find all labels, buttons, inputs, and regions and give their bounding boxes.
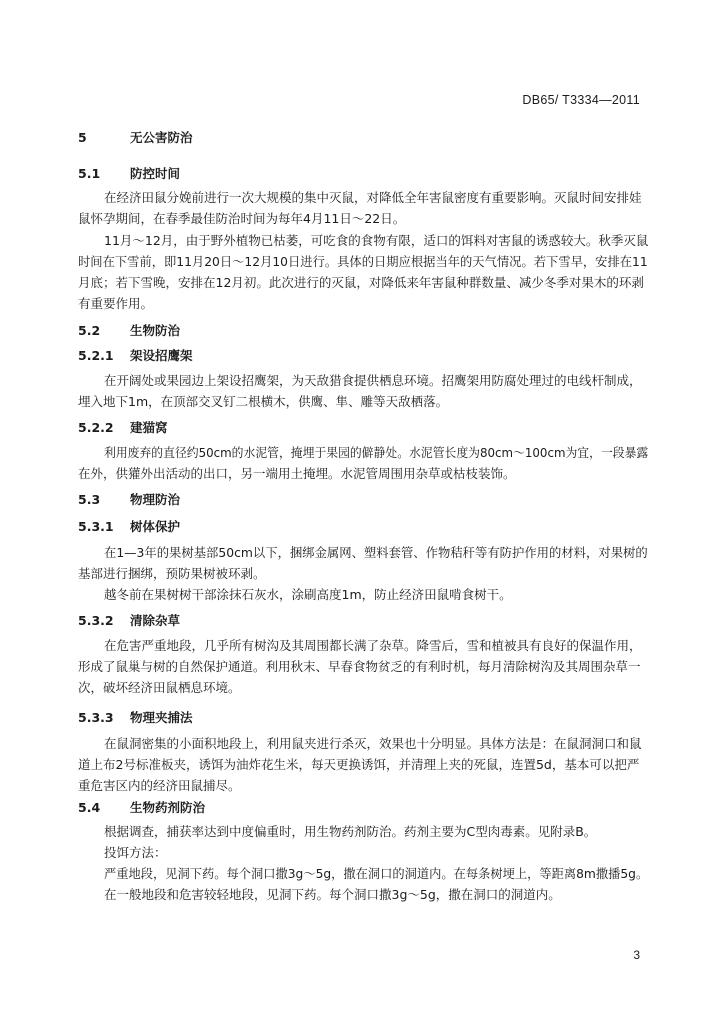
section-5-2-1-heading	[78, 348, 193, 364]
paragraph-line: 基部进行捆绑，预防果树被环剥。	[78, 566, 266, 581]
paragraph-line: 根据调查，捕获率达到中度偏重时，用生物药剂防治。药剂主要为C型肉毒素。见附录B。	[104, 824, 597, 839]
section-title: 生物药剂防治	[130, 800, 206, 815]
paragraph-line: 越冬前在果树树干部涂抹石灰水，涂刷高度1m，防止经济田鼠啃食树干。	[104, 587, 512, 602]
section-title: 树体保护	[130, 519, 181, 534]
section-number: 5.2.1	[78, 348, 114, 363]
section-title: 架设招鹰架	[130, 348, 193, 363]
section-title: 无公害防治	[130, 130, 193, 145]
paragraph-line: 在危害严重地段，几乎所有树沟及其周围都长满了杂草。降雪后，雪和植被具有良好的保温作用，	[104, 638, 642, 653]
section-number: 5	[78, 130, 87, 145]
paragraph-line: 在经济田鼠分娩前进行一次大规模的集中灭鼠，对降低全年害鼠密度有重要影响。灭鼠时间安排娃	[104, 190, 642, 205]
paragraph-line: 重危害区内的经济田鼠捕尽。	[78, 778, 241, 793]
paragraph-line: 利用废弃的直径约50cm的水泥管，掩埋于果园的僻静处。水泥管长度为80cm～100cm为宜，一段暴露	[104, 445, 649, 460]
section-number: 5.2.2	[78, 420, 114, 435]
page-number: 3	[633, 948, 640, 962]
section-5-3-2-heading	[78, 613, 180, 629]
section-5-4-heading	[78, 800, 205, 816]
section-number: 5.3.1	[78, 519, 114, 534]
standard-code: DB65/ T3334—2011	[522, 93, 640, 107]
paragraph-line: 时间在下雪前，即11月20日～12月10日进行。具体的日期应根据当年的天气情况。若下雪早，安排在11	[78, 254, 648, 269]
paragraph-line: 形成了鼠巢与树的自然保护通道。利用秋末、早春食物贫乏的有利时机，每月清除树沟及其周围杂草一	[78, 659, 641, 674]
section-title: 物理夹捕法	[130, 710, 193, 725]
section-number: 5.1	[78, 166, 101, 181]
section-5-heading	[78, 130, 193, 146]
section-number: 5.3	[78, 492, 101, 507]
section-number: 5.3.3	[78, 710, 114, 725]
paragraph-line: 在开阔处或果园边上架设招鹰架，为天敌猎食提供栖息环境。招鹰架用防腐处理过的电线杆制成，	[104, 373, 642, 388]
section-title: 物理防治	[130, 492, 181, 507]
paragraph-line: 11月～12月，由于野外植物已枯萎，可吃食的食物有限，适口的饵料对害鼠的诱惑较大。秋季灭鼠	[104, 233, 649, 248]
section-title: 生物防治	[130, 323, 181, 338]
paragraph-line: 鼠怀孕期间，在春季最佳防治时间为每年4月11日～22日。	[78, 211, 406, 226]
paragraph-line: 次，破坏经济田鼠栖息环境。	[78, 680, 241, 695]
paragraph-line: 在外，供獾外出活动的出口，另一端用土掩埋。水泥管周围用杂草或枯枝装饰。	[78, 466, 516, 481]
section-5-3-3-heading	[78, 710, 193, 726]
section-number: 5.3.2	[78, 613, 114, 628]
section-5-3-1-heading	[78, 519, 180, 535]
paragraph-line: 有重要作用。	[78, 296, 154, 311]
section-number: 5.4	[78, 800, 101, 815]
paragraph-line: 在鼠洞密集的小面积地段上，利用鼠夹进行杀灭，效果也十分明显。具体方法是：在鼠洞洞口和鼠	[104, 736, 642, 751]
section-5-2-heading	[78, 323, 180, 339]
section-5-2-2-heading	[78, 420, 168, 436]
paragraph-line: 在一般地段和危害较轻地段，见洞下药。每个洞口撒3g～5g，撒在洞口的洞道内。	[104, 887, 561, 902]
section-title: 清除杂草	[130, 613, 181, 628]
paragraph-line: 投饵方法：	[104, 845, 167, 860]
paragraph-line: 道上布2号标准板夹，诱饵为油炸花生米，每天更换诱饵，并清理上夹的死鼠，连置5d，基本可以把严	[78, 757, 640, 772]
section-title: 建猫窝	[130, 420, 168, 435]
section-number: 5.2	[78, 323, 101, 338]
section-title: 防控时间	[130, 166, 181, 181]
section-5-3-heading	[78, 492, 180, 508]
paragraph-line: 在1—3年的果树基部50cm以下，捆绑金属网、塑料套管、作物秸秆等有防护作用的材料，对果树的	[104, 545, 648, 560]
paragraph-line: 严重地段，见洞下药。每个洞口撒3g～5g，撒在洞口的洞道内。在每条树埂上，等距离8m撒播5g。	[104, 866, 649, 881]
section-5-1-heading	[78, 166, 180, 182]
paragraph-line: 月底；若下雪晚，安排在12月初。此次进行的灭鼠，对降低来年害鼠种群数量、减少冬季对果木的环剥	[78, 275, 644, 290]
paragraph-line: 埋入地下1m，在顶部交叉钉二根横木，供鹰、隼、雕等天敌栖落。	[78, 394, 449, 409]
